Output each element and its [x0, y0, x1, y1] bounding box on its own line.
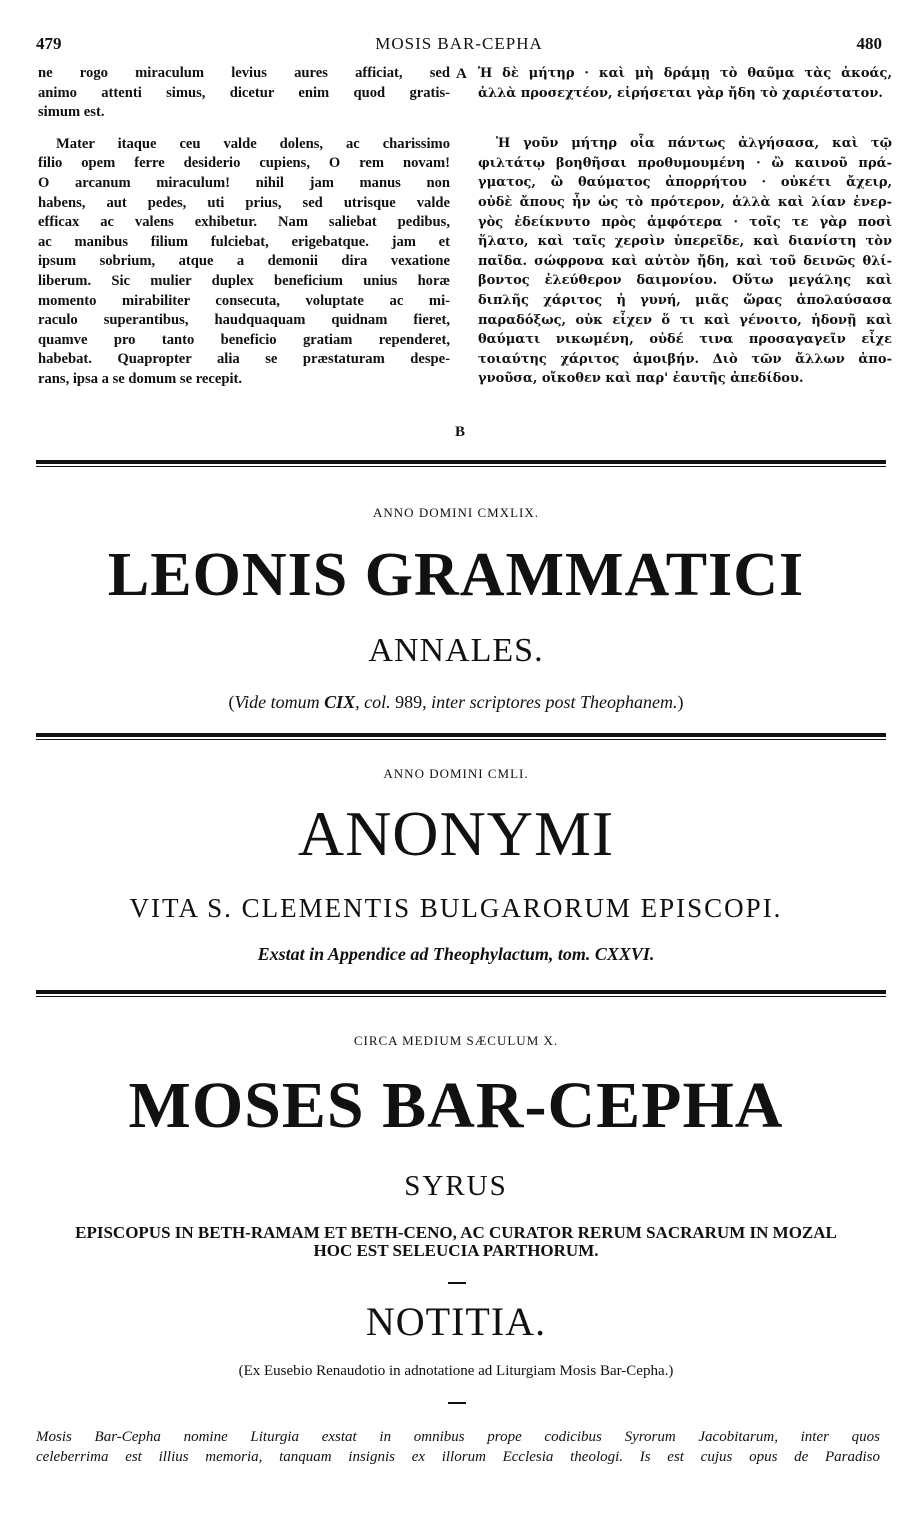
text-line: O arcanum miraculum! nihil jam manus non [38, 174, 450, 191]
greek-paragraph-1 [478, 64, 892, 103]
text-line: ne rogo miraculum levius aures afficiat, sed [38, 65, 450, 81]
note-text: CIX [324, 692, 356, 712]
text-line: γὸς ἐδείκνυτο πρὸς ἀμφότερα · τοῖς τε γὰρ ποσὶ [478, 214, 892, 230]
latin-paragraph-2 [38, 135, 450, 390]
text-line: simum est. [38, 104, 105, 121]
text-line: ἀλλὰ προσεχτέον, εἰρήσεται γὰρ ἤδη τὸ χαριέστατον. [478, 85, 883, 101]
section-rule [36, 733, 886, 740]
divider-dash [448, 1402, 466, 1404]
section-subtitle: SYRUS [404, 1170, 508, 1202]
note-paren: ) [677, 692, 684, 712]
text-line: φιλτάτῳ βοηθῆσαι προθυμουμένη · ὢ καινοῦ πρά- [478, 155, 892, 171]
note-paren: ( [228, 692, 235, 712]
text-line: quamve pro tanto beneficio gratiam rependeret, [38, 331, 450, 348]
text-line: habebat. Quapropter alia se præstaturam despe- [38, 351, 450, 368]
section-title: MOSES BAR-CEPHA [128, 1069, 784, 1142]
text-line: Ἡ γοῦν μήτηρ οἷα πάντως ἀλγήσασα, καὶ τῷ [496, 136, 892, 152]
text-line: παραδόξως, οὐκ εἶχεν ὅ τι καὶ γένοιτο, ἡδονῇ καὶ [478, 312, 892, 328]
section-description: EPISCOPUS IN BETH-RAMAM ET BETH-CENO, AC CURATOR RERUM SACRARUM IN MOZAL [75, 1223, 837, 1242]
text-line: θαύματι νικωμένη, οὐδέ τινα προσαγαγεῖν εἶχε [478, 332, 892, 348]
notitia-paragraph [36, 1427, 880, 1467]
text-line: liberum. Sic mulier duplex beneficium unius horæ [38, 272, 450, 289]
section-year: ANNO DOMINI CMXLIX. [373, 505, 539, 520]
text-line: γματος, ὢ θαύματος ἀπορρήτου · οὐκέτι ἄχειρ, [478, 175, 892, 191]
text-line: Mater itaque ceu valde dolens, ac charissimo [56, 135, 450, 152]
note-text: Vide tomum [234, 692, 325, 712]
section-title: LEONIS GRAMMATICI [107, 541, 805, 609]
greek-column [478, 64, 892, 389]
section-note [0, 692, 912, 713]
section-title: ANONYMI [297, 798, 615, 869]
section-description: HOC EST SELEUCIA PARTHORUM. [313, 1241, 599, 1260]
latin-paragraph-1 [38, 64, 450, 123]
text-line: Ἡ δὲ μήτηρ · καὶ μὴ δράμῃ τὸ θαῦμα τὰς ἀκοάς, [478, 66, 892, 81]
text-line: τοιαύτης χάριτος ἀμοιβήν. Διὸ τῶν ἄλλων ἀπο- [478, 351, 892, 367]
text-line: celeberrima est illius memoria, tanquam insignis ex illorum Ecclesia theologi. Is est cujus opus de Paradiso [36, 1449, 880, 1465]
page-number-left: 479 [36, 34, 62, 53]
page-number-right: 480 [856, 34, 882, 53]
text-line: ac manibus filium fulciebat, erigebatque. jam et [38, 233, 450, 250]
text-line: animo attenti simus, dicetur enim quod gratis- [38, 84, 450, 101]
text-line: ipsum sobrium, atque a demonii dira vexatione [38, 253, 450, 270]
text-line: διπλῆς χάριτος ἡ γυνή, μιᾶς ὥρας ἀπολαύσασα [478, 292, 892, 308]
section-subtitle: ANNALES. [368, 632, 544, 669]
text-line: raculo superantibus, haudquaquam quidnam fieret, [38, 312, 450, 329]
text-line: efficax ac valens exhibetur. Nam saliebat pedibus, [38, 214, 450, 231]
running-title: MOSIS BAR-CEPHA [375, 34, 543, 53]
notitia-heading: NOTITIA. [365, 1299, 547, 1344]
section-note: Exstat in Appendice ad Theophylactum, tom. CXXVI. [257, 944, 655, 964]
text-line: rans, ipsa a se domum se recepit. [38, 370, 243, 387]
text-line: momento mirabiliter consecuta, voluptate ac mi- [38, 292, 450, 309]
margin-marker-a: A [456, 66, 467, 82]
text-line: γνοῦσα, οἴκοθεν καὶ παρ' ἑαυτῆς ἀπεδίδου. [478, 371, 804, 387]
text-line: οὐδὲ ἄπους ἦν ὡς τὸ πρότερον, ἀλλὰ καὶ λίαν ἐνερ- [478, 194, 892, 210]
note-text: , col. [355, 692, 396, 712]
section-rule [36, 990, 886, 997]
section-period: CIRCA MEDIUM SÆCULUM X. [353, 1033, 559, 1048]
section-rule [36, 460, 886, 467]
note-text: , inter scriptores post Theophanem. [422, 692, 678, 712]
text-line: ἥλατο, καὶ ταῖς χερσὶν ὑπερεῖδε, καὶ διανίστη τὸν [478, 234, 892, 250]
text-line: παῖδα. σώφρονα καὶ αὐτὸν ἤδη, καὶ τοῦ δεινῶς θλί- [478, 253, 892, 269]
running-header [36, 34, 882, 56]
section-year: ANNO DOMINI CMLI. [383, 766, 529, 781]
note-number: 989 [395, 692, 423, 712]
section-subtitle: VITA S. CLEMENTIS BULGARORUM EPISCOPI. [129, 893, 783, 923]
text-line: βοντος ἐλεύθερον δαιμονίου. Οὕτω μεγάλης καὶ [478, 273, 892, 289]
divider-dash [448, 1282, 466, 1284]
latin-column [38, 64, 450, 390]
source-note: (Ex Eusebio Renaudotio in adnotatione ad Liturgiam Mosis Bar-Cepha.) [238, 1363, 674, 1379]
text-line: Mosis Bar-Cepha nomine Liturgia exstat in omnibus prope codicibus Syrorum Jacobitarum, inter quos [36, 1429, 880, 1445]
margin-marker-b: B [455, 424, 466, 440]
greek-paragraph-2 [478, 134, 892, 389]
text-line: habens, aut pedes, uti prius, sed utrisque valde [38, 194, 450, 211]
text-line: filio opem ferre desiderio cupiens, O rem novam! [38, 155, 450, 172]
